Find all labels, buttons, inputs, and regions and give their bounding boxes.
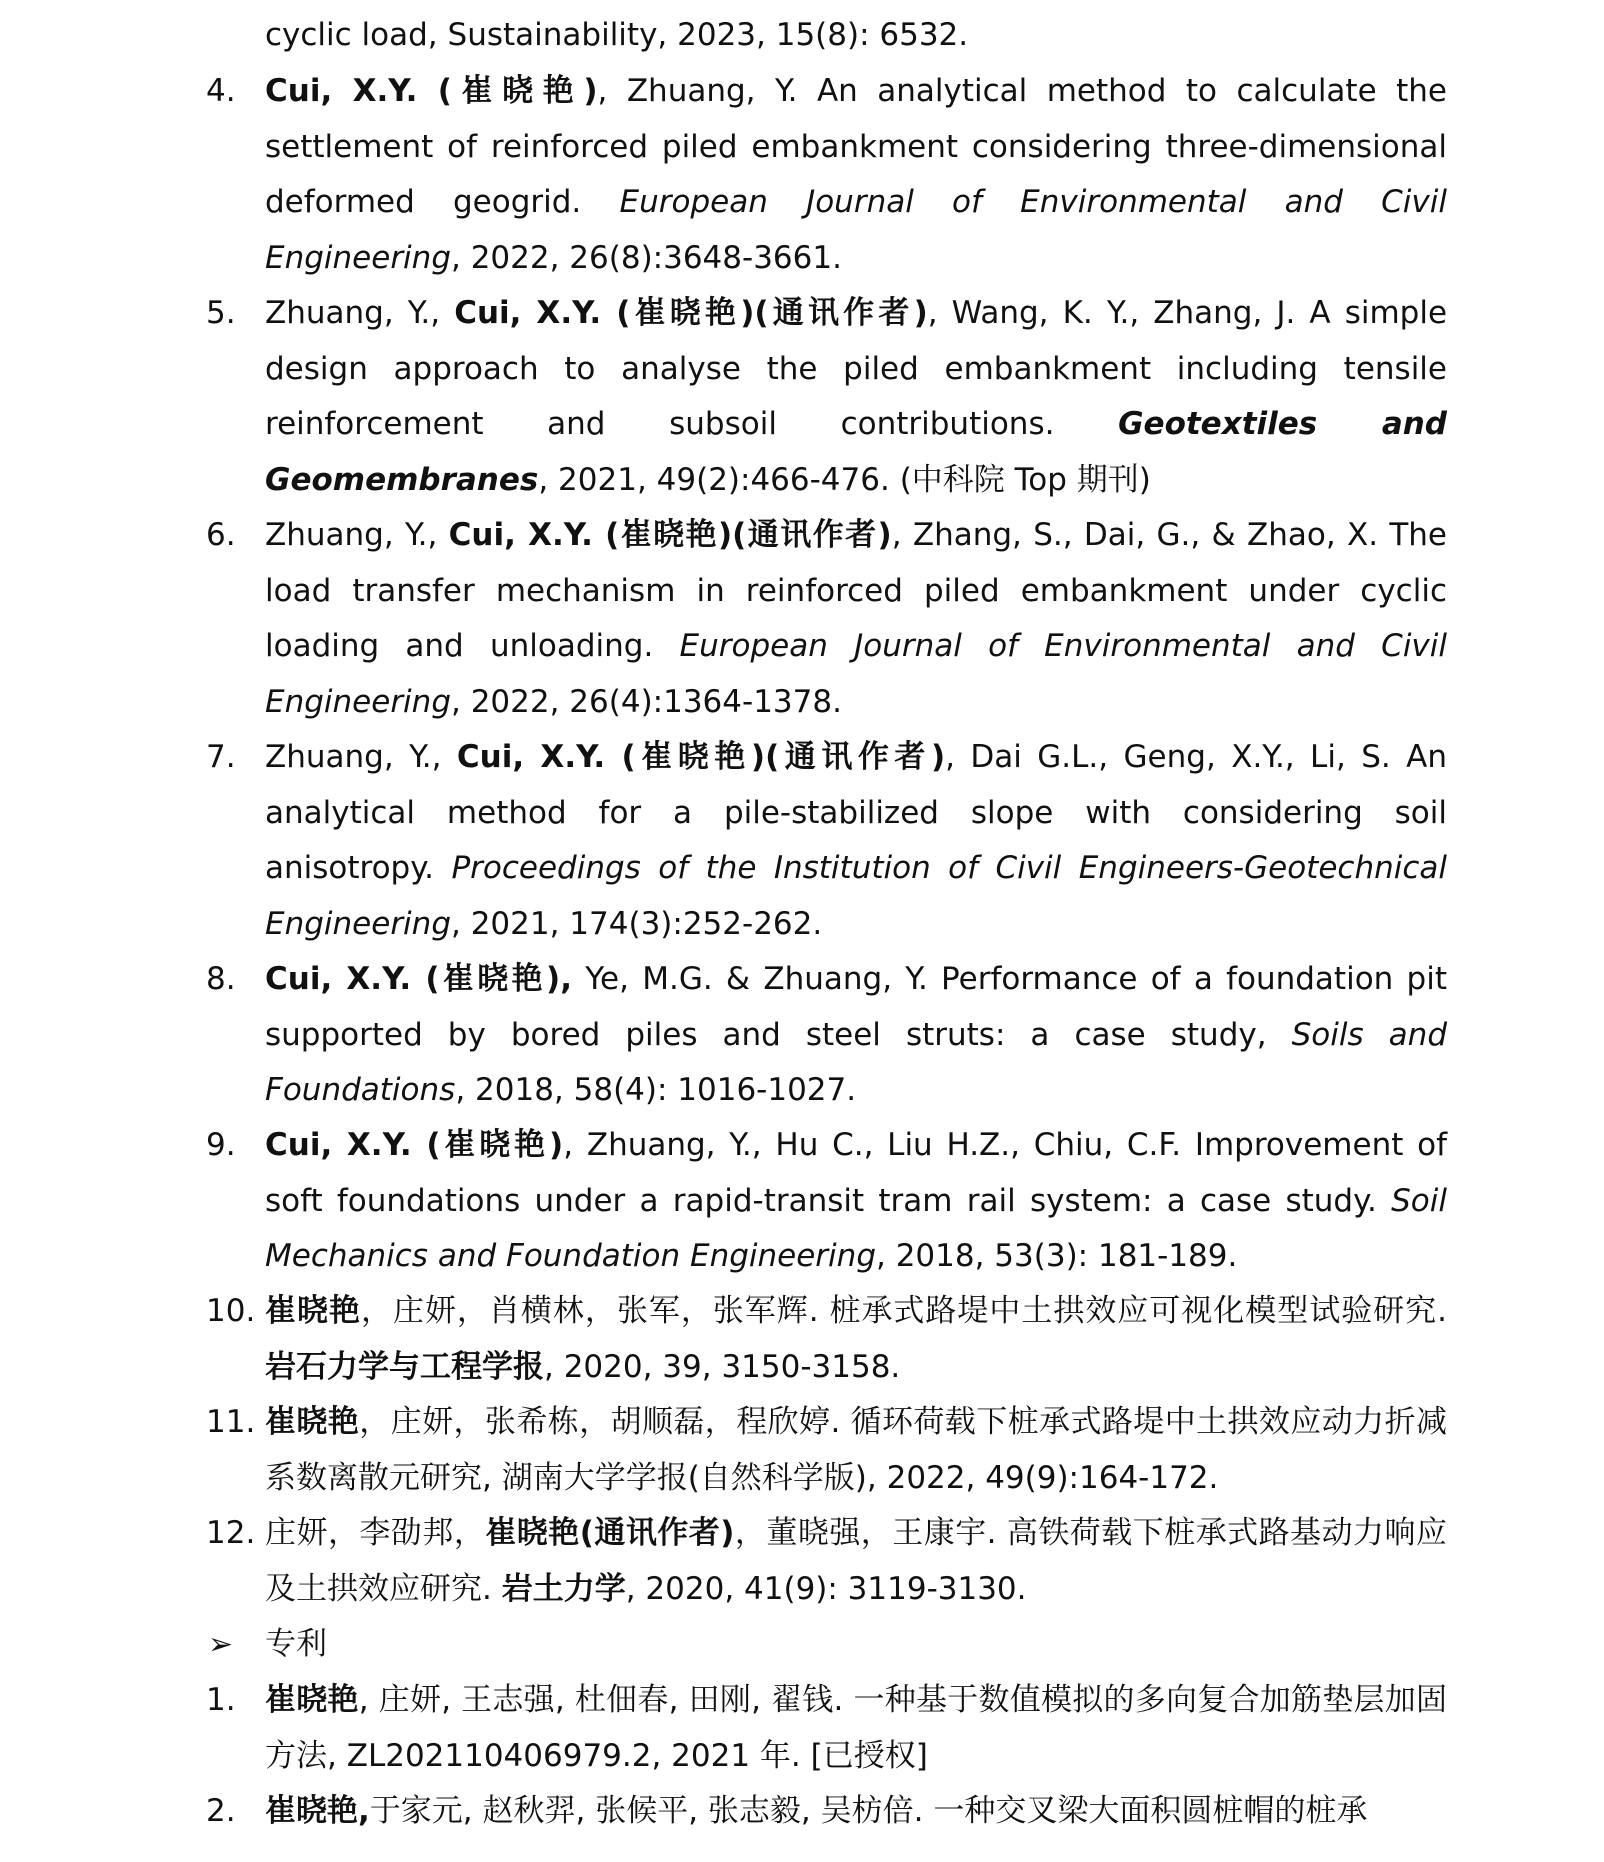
citation-text: , Zhuang, Y., Hu C., Liu H.Z., Chiu, C.F. Improvement of soft foundations under a rapid-transit tram rail system: a case study. (265, 1127, 1447, 1219)
reference-number: 7. (206, 739, 236, 775)
citation-text: , Zhuang, Y. An analytical method to calculate the settlement of reinforced piled embankment considering three-dimensional deformed geogrid. (265, 73, 1447, 220)
author-highlight: 岩土力学 (501, 1570, 626, 1607)
citation-text: 庄妍，李劭邦， (265, 1515, 486, 1551)
citation-text: , Zhang, S., Dai, G., & Zhao, X. The load transfer mechanism in reinforced piled embankment under cyclic loading and unloading. (265, 517, 1448, 664)
author-highlight: 岩石力学与工程学报 (265, 1348, 544, 1385)
author-highlight: 崔晓艳, (265, 1793, 370, 1829)
reference-text (265, 1395, 1447, 1506)
author-highlight: Cui, X.Y. (崔晓艳)(通讯作者) (456, 739, 946, 775)
reference-number: 9. (206, 1127, 236, 1163)
citation-text: , 2022, 26(4):1364-1378. (451, 683, 842, 720)
citation-text: 于家元, 赵秋羿, 张候平, 张志毅, 吴枋倍. 一种交叉梁大面积圆桩帽的桩承 (369, 1793, 1368, 1829)
reference-text (265, 508, 1447, 730)
patent-text (265, 1784, 1447, 1840)
reference-text (265, 730, 1447, 952)
journal-name: Soil Mechanics and Foundation Engineering (265, 1182, 1447, 1274)
arrow-bullet-icon: ➢ (208, 1627, 234, 1662)
author-highlight: 崔晓艳 (265, 1682, 359, 1718)
patent-number: 1. (206, 1682, 236, 1718)
citation-text: , 2021, 49(2):466-476. (中科院 Top 期刊) (538, 461, 1151, 498)
reference-text (265, 8, 1447, 64)
citation-text: , 2021, 174(3):252-262. (451, 905, 823, 942)
reference-number: 5. (206, 295, 236, 331)
citation-text: Zhuang, Y., (265, 739, 457, 775)
reference-number: 4. (206, 73, 236, 109)
reference-text (265, 1284, 1447, 1395)
citation-text: , 2020, 39, 3150-3158. (544, 1348, 901, 1385)
reference-text (265, 1118, 1447, 1285)
citation-text: , 2018, 58(4): 1016-1027. (455, 1072, 857, 1108)
reference-number: 8. (206, 961, 236, 997)
reference-number: 6. (206, 517, 236, 553)
author-highlight: Cui, X.Y. (崔晓艳), (265, 961, 572, 997)
reference-text (265, 64, 1447, 286)
citation-text: , 2020, 41(9): 3119-3130. (625, 1570, 1027, 1607)
patent-text (265, 1673, 1447, 1784)
citation-text: Ye, M.G. & Zhuang, Y. Performance of a foundation pit supported by bored piles and steel struts: a case study, (265, 961, 1447, 1053)
citation-text: Zhuang, Y., (265, 517, 449, 553)
reference-number: 12. (206, 1515, 256, 1551)
reference-text (265, 286, 1447, 508)
author-highlight: 崔晓艳(通讯作者) (485, 1515, 735, 1551)
citation-text: Zhuang, Y., (265, 295, 455, 331)
reference-number: 11. (206, 1404, 256, 1440)
author-highlight: Cui, X.Y. (崔晓艳)(通讯作者) (454, 295, 928, 331)
journal-name: Geotextiles and Geomembranes (265, 406, 1447, 498)
patent-number: 2. (206, 1793, 236, 1829)
author-highlight: Cui, X.Y. (崔晓艳) (265, 1127, 564, 1163)
author-highlight: Cui, X.Y. (崔晓艳) (265, 73, 598, 109)
author-highlight: 崔晓艳 (265, 1293, 361, 1329)
journal-name: European Journal of Environmental and Civil Engineering (265, 184, 1447, 276)
journal-name: Soils and Foundations (265, 1016, 1447, 1108)
citation-text: , 2022, 26(8):3648-3661. (451, 239, 842, 276)
citation-text: ，庄妍，张希栋，胡顺磊，程欣婷. 循环荷载下桩承式路堤中土拱效应动力折减系数离散元研究, 湖南大学学报(自然科学版), 2022, 49(9):164-172. (265, 1404, 1447, 1496)
reference-number: 10. (206, 1293, 256, 1329)
reference-text (265, 952, 1447, 1119)
reference-text (265, 1506, 1447, 1617)
author-highlight: 崔晓艳 (265, 1404, 360, 1440)
author-highlight: Cui, X.Y. (崔晓艳)(通讯作者) (448, 517, 892, 553)
journal-name: Proceedings of the Institution of Civil Engineers-Geotechnical Engineering (265, 850, 1448, 942)
citation-text: , 庄妍, 王志强, 杜佃春, 田刚, 翟钱. 一种基于数值模拟的多向复合加筋垫层加固方法, ZL202110406979.2, 2021 年. [已授权] (265, 1682, 1447, 1774)
journal-name: European Journal of Environmental and Civil Engineering (265, 628, 1447, 720)
citation-text: , Wang, K. Y., Zhang, J. A simple design approach to analyse the piled embankment including tensile reinforcement and subsoil contributions. (265, 295, 1448, 442)
section-title: 专利 (265, 1626, 327, 1662)
citation-text: ，庄妍，肖横林，张军，张军辉. 桩承式路堤中土拱效应可视化模型试验研究. (360, 1293, 1448, 1329)
citation-text: , Dai G.L., Geng, X.Y., Li, S. An analytical method for a pile-stabilized slope with considering soil anisotropy. (265, 739, 1447, 886)
citation-text: cyclic load, Sustainability, 2023, 15(8): 6532. (265, 17, 969, 53)
citation-text: , 2018, 53(3): 181-189. (876, 1238, 1238, 1274)
citation-text: ，董晓强，王康宇. 高铁荷载下桩承式路基动力响应及土拱效应研究. (265, 1515, 1448, 1607)
